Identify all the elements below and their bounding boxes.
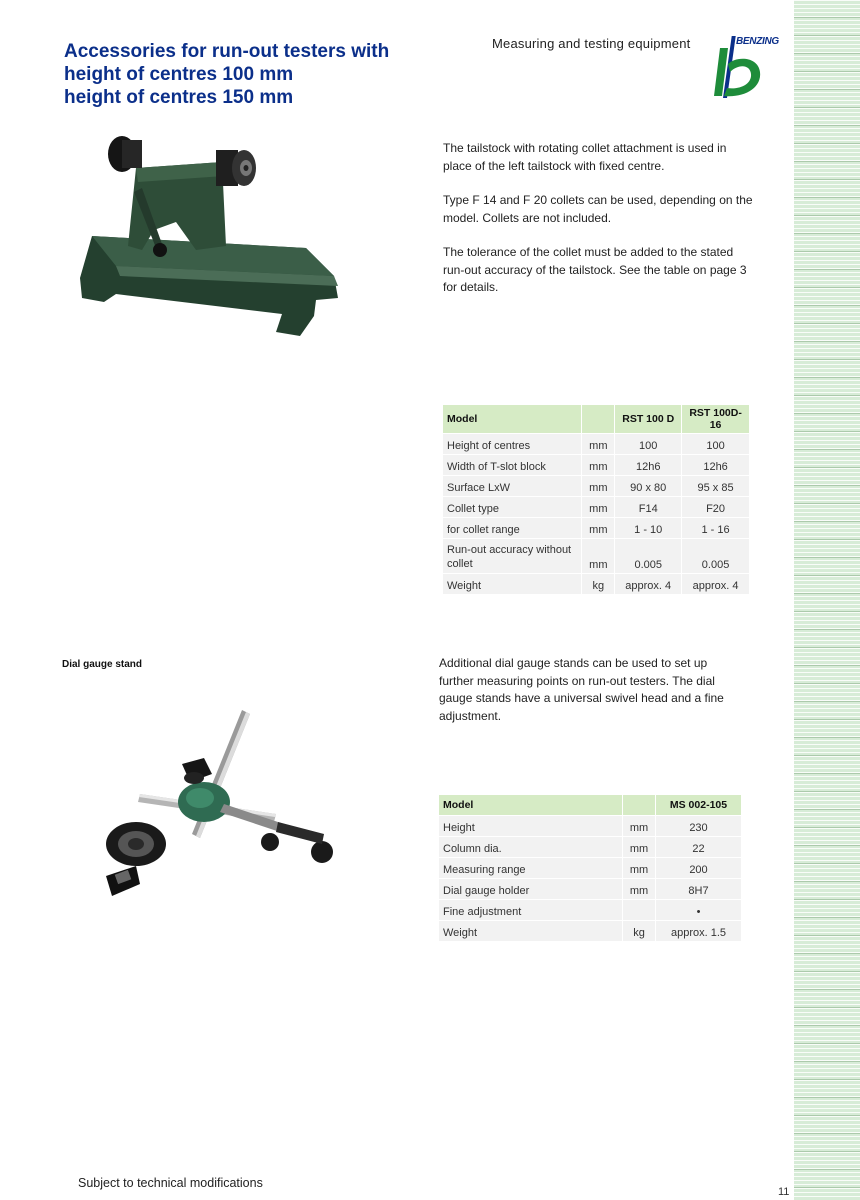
row-label: Collet type	[443, 497, 581, 517]
table-header-row	[439, 795, 741, 815]
row-value: 12h6	[682, 455, 749, 475]
row-label: Run-out accuracy without collet	[443, 539, 581, 573]
table-row	[443, 476, 749, 496]
row-value: 1 - 10	[615, 518, 681, 538]
header-rst-100-d: RST 100 D	[615, 405, 681, 433]
row-unit: kg	[623, 921, 655, 941]
row-value: 200	[656, 858, 741, 878]
table-row	[439, 879, 741, 899]
row-value: 90 x 80	[615, 476, 681, 496]
table-row	[439, 858, 741, 878]
row-label: Height	[439, 816, 622, 836]
table-row	[443, 518, 749, 538]
dial-stand-description	[439, 655, 743, 742]
row-value: 12h6	[615, 455, 681, 475]
row-unit: mm	[582, 539, 614, 573]
row-value: 95 x 85	[682, 476, 749, 496]
table-row	[439, 816, 741, 836]
row-value: 1 - 16	[682, 518, 749, 538]
row-value: approx. 4	[615, 574, 681, 594]
header-unit	[582, 405, 614, 433]
row-unit: mm	[582, 497, 614, 517]
header-model: Model	[439, 795, 622, 815]
row-value: 100	[615, 434, 681, 454]
row-value: F14	[615, 497, 681, 517]
row-unit: mm	[623, 879, 655, 899]
row-label: Weight	[439, 921, 622, 941]
row-unit: mm	[623, 816, 655, 836]
row-value: •	[656, 900, 741, 920]
tailstock-paragraph-3: The tolerance of the collet must be added to the stated run-out accuracy of the tailstock. See the table on page 3 for details.	[443, 245, 747, 294]
dial-stand-paragraph: Additional dial gauge stands can be used to set up further measuring points on run-out testers. The dial gauge stands have a universal swivel head and a fine adjustment.	[439, 656, 724, 723]
row-label: Fine adjustment	[439, 900, 622, 920]
title-line-1: Accessories for run-out testers with	[64, 41, 390, 62]
dial-gauge-stand-label: Dial gauge stand	[62, 659, 143, 670]
header-rst-100d-16: RST 100D-16	[682, 405, 749, 433]
row-label: Surface LxW	[443, 476, 581, 496]
row-unit: mm	[623, 837, 655, 857]
row-unit	[623, 900, 655, 920]
table-row	[443, 497, 749, 517]
row-unit: mm	[623, 858, 655, 878]
logo-text: BENZING	[736, 36, 779, 47]
row-value: approx. 4	[682, 574, 749, 594]
benzing-logo	[714, 34, 794, 100]
table-row	[443, 455, 749, 475]
row-unit: mm	[582, 518, 614, 538]
row-value: 100	[682, 434, 749, 454]
title-line-3: height of centres 150 mm	[64, 87, 294, 108]
row-value: approx. 1.5	[656, 921, 741, 941]
row-value: 0.005	[682, 539, 749, 573]
page-number: 11	[778, 1186, 790, 1198]
row-label: Measuring range	[439, 858, 622, 878]
table-row	[439, 837, 741, 857]
dial-stand-spec-table	[438, 794, 742, 942]
tailstock-paragraph-1: The tailstock with rotating collet attachment is used in place of the left tailstock with fixed centre.	[443, 141, 727, 173]
table-header-row	[443, 405, 749, 433]
row-value: 230	[656, 816, 741, 836]
page-title	[64, 40, 424, 109]
header-caption: Measuring and testing equipment	[492, 36, 691, 51]
row-label: Dial gauge holder	[439, 879, 622, 899]
table-row	[439, 900, 741, 920]
header-unit	[623, 795, 655, 815]
row-value: F20	[682, 497, 749, 517]
row-label: Width of T-slot block	[443, 455, 581, 475]
row-unit: kg	[582, 574, 614, 594]
row-value: 8H7	[656, 879, 741, 899]
row-value: 22	[656, 837, 741, 857]
row-label: Column dia.	[439, 837, 622, 857]
table-row	[443, 574, 749, 594]
header-ms-002-105: MS 002-105	[656, 795, 741, 815]
footer-note: Subject to technical modifications	[78, 1176, 263, 1190]
row-label: Weight	[443, 574, 581, 594]
row-unit: mm	[582, 434, 614, 454]
dial-gauge-stand-product-image	[100, 706, 346, 902]
table-row	[439, 921, 741, 941]
title-line-2: height of centres 100 mm	[64, 64, 294, 85]
side-stripe-decoration	[794, 0, 860, 1200]
table-row	[443, 539, 749, 573]
tailstock-paragraph-2: Type F 14 and F 20 collets can be used, depending on the model. Collets are not included.	[443, 193, 753, 225]
row-value: 0.005	[615, 539, 681, 573]
tailstock-spec-table	[442, 404, 750, 595]
row-label: for collet range	[443, 518, 581, 538]
header-model: Model	[443, 405, 581, 433]
row-label: Height of centres	[443, 434, 581, 454]
table-row	[443, 434, 749, 454]
tailstock-product-image	[76, 126, 352, 342]
row-unit: mm	[582, 476, 614, 496]
row-unit: mm	[582, 455, 614, 475]
tailstock-description	[443, 140, 753, 314]
